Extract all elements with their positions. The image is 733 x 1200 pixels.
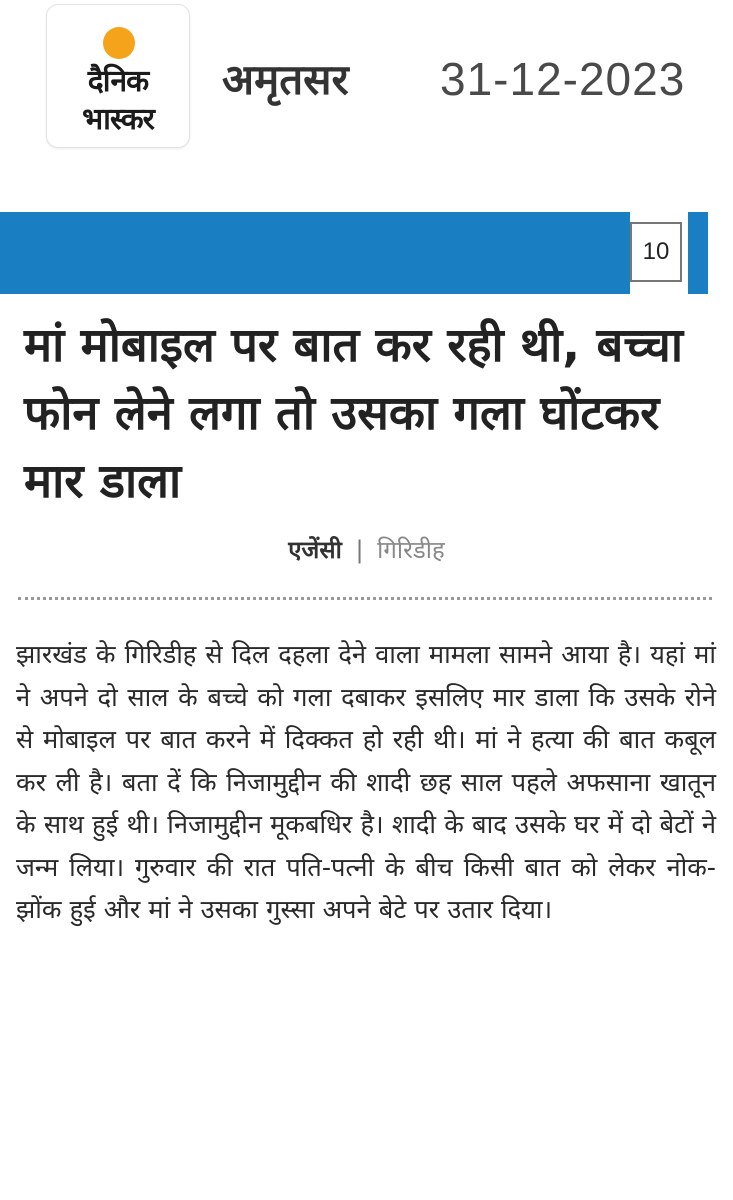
article-byline [0, 533, 733, 566]
dotted-divider [18, 597, 712, 600]
masthead [0, 0, 733, 190]
logo-text-line2: भास्कर [82, 102, 154, 137]
newspaper-logo [46, 4, 190, 148]
section-band-tab [688, 212, 708, 294]
byline-place: गिरिडीह [377, 536, 445, 564]
article-headline: मां मोबाइल पर बात कर रही थी, बच्चा फोन लेने लगा तो उसका गला घोंटकर मार डाला [24, 318, 684, 509]
section-band [0, 212, 630, 294]
byline-agency: एजेंसी [288, 536, 342, 564]
article-body: झारखंड के गिरिडीह से दिल दहला देने वाला मामला सामने आया है। यहां मां ने अपने दो साल के बच्चे को गला दबाकर इसलिए मार डाला कि उसके रोने से मोबाइल पर बात करने में दिक्कत हो रही थी। मां ने हत्या की बात कबूल कर ली है। बता दें कि निजामुद्दीन की शादी छह साल पहले अफसाना खातून के साथ हुई थी। निजामुद्दीन मूकबधिर है। शादी के बाद उसके घर में दो बेटों ने जन्म लिया। गुरुवार की रात पति-पत्नी के बीच किसी बात को लेकर नोक-झोंक हुई और मां ने उसका गुस्सा अपने बेटे पर उतार दिया। [16, 640, 716, 925]
page-number: 10 [630, 222, 682, 282]
edition-date: 31-12-2023 [440, 53, 686, 105]
logo-text-line1: दैनिक [87, 64, 149, 99]
byline-separator: | [355, 536, 364, 564]
sun-icon [103, 27, 135, 59]
edition-city: अमृतसर [222, 55, 349, 104]
